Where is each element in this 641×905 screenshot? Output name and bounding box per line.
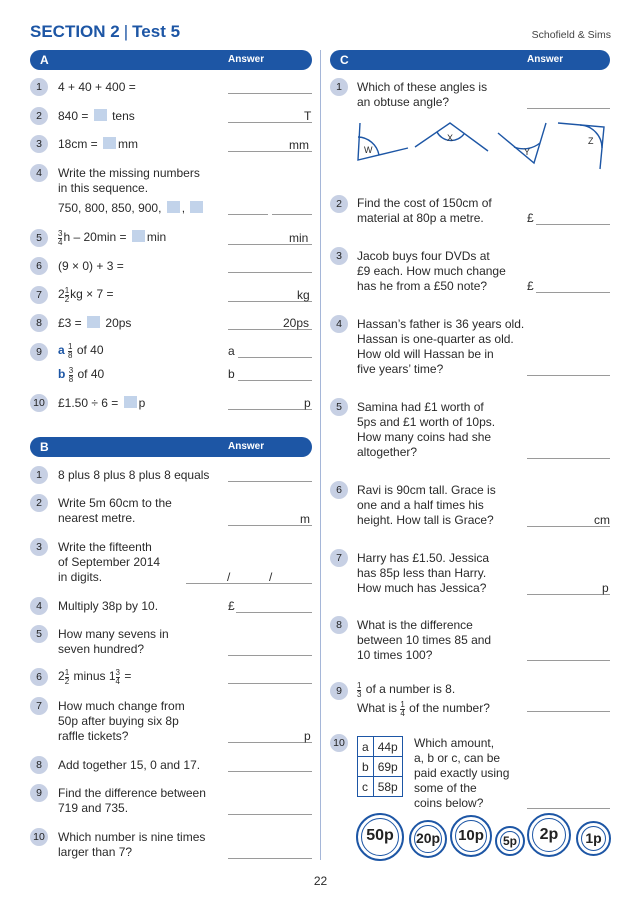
fraction: [400, 701, 404, 718]
answer-line[interactable]: [527, 108, 610, 109]
fraction-numerator: 1: [68, 342, 73, 351]
question-text-part: of a number is 8.: [365, 682, 456, 696]
question-line: material at 80p a metre.: [357, 211, 484, 225]
question-text: [357, 483, 496, 528]
question-post: min: [146, 230, 167, 244]
question-number: 4: [30, 597, 48, 615]
question-line: seven hundred?: [58, 642, 145, 656]
angle-label: X: [447, 133, 454, 143]
answer-unit: p: [602, 581, 609, 595]
answer-unit: cm: [594, 513, 610, 527]
answer-line[interactable]: [228, 122, 312, 123]
question-line: Write the missing numbers: [58, 166, 200, 180]
question-line: Find the cost of 150cm of: [357, 196, 492, 210]
amount-value: 44p: [373, 737, 402, 757]
mixed-whole: 2: [58, 287, 65, 301]
question-number: 10: [330, 734, 348, 752]
fraction: [65, 669, 69, 686]
mixed-whole: 2: [58, 669, 65, 683]
question-line: [357, 701, 490, 718]
question-text: [58, 316, 131, 331]
fraction-numerator: 1: [64, 286, 70, 295]
angle-label: W: [364, 145, 373, 155]
answer-line[interactable]: [228, 742, 312, 743]
question-number: 2: [30, 107, 48, 125]
question-line: £9 each. How much change: [357, 264, 506, 278]
answer-line[interactable]: [228, 683, 312, 684]
coin-1p: [576, 821, 611, 856]
amount-row: [358, 757, 403, 777]
section-c-label: C: [340, 53, 349, 67]
question-text: [414, 736, 509, 811]
question-line: 750, 800, 850, 900, ,: [58, 201, 205, 216]
answer-line[interactable]: [536, 292, 610, 293]
question-line: How old will Hassan be in: [357, 347, 494, 361]
answer-unit: kg: [297, 288, 310, 302]
question-post: mm: [118, 137, 139, 151]
title-separator: |: [123, 22, 129, 41]
question-line: 10 times 100?: [357, 648, 433, 662]
question-number: 6: [30, 668, 48, 686]
question-post: kg × 7 =: [70, 287, 114, 301]
fraction-numerator: 3: [68, 366, 74, 375]
question-line: height. How tall is Grace?: [357, 513, 494, 527]
question-line: [58, 343, 104, 360]
angles-diagram: [350, 115, 612, 170]
question-post: tens: [112, 109, 135, 123]
coin-value: 5p: [502, 834, 517, 848]
question-number: 10: [30, 394, 48, 412]
question-post: p: [138, 396, 146, 410]
coin-20p: [409, 820, 447, 858]
page-number: 22: [313, 874, 328, 888]
coin-value: 50p: [366, 827, 394, 844]
question-post: 20ps: [105, 316, 132, 330]
question-number: 1: [30, 466, 48, 484]
question-line: a, b or c, can be: [414, 751, 501, 765]
question-text: [58, 669, 131, 686]
question-line: How much change from: [58, 699, 185, 713]
fraction: [65, 287, 69, 304]
question-number: 10: [30, 828, 48, 846]
answer-line[interactable]: [527, 808, 610, 809]
question-text: [357, 317, 524, 377]
amount-value: 58p: [373, 777, 402, 797]
answer-line[interactable]: [228, 214, 268, 215]
publisher: Schofield & Sims: [531, 29, 611, 41]
question-text: [58, 830, 205, 860]
question-number: 6: [30, 257, 48, 275]
question-line: Which of these angles is: [357, 80, 488, 94]
answer-line[interactable]: [236, 612, 312, 613]
blank-box: [190, 201, 203, 213]
question-end: =: [124, 669, 132, 683]
question-text: [58, 396, 145, 411]
question-text: [357, 618, 491, 663]
question-line: Samina had £1 worth of: [357, 400, 484, 414]
question-text: [58, 786, 206, 816]
blank-box: [132, 230, 145, 242]
question-line: some of the: [414, 781, 477, 795]
question-number: 1: [330, 78, 348, 96]
test-title: Test 5: [132, 22, 181, 41]
fraction: [357, 682, 361, 699]
coin-value: 2p: [539, 826, 559, 843]
question-line: What is the difference: [357, 618, 473, 632]
amounts-table: [357, 736, 403, 797]
answer-line[interactable]: [228, 771, 312, 772]
fraction-denominator: 4: [115, 677, 120, 686]
blank-box: [124, 396, 137, 408]
question-number: 9: [330, 682, 348, 700]
amount-label: a: [358, 737, 374, 757]
question-line: one and a half times his: [357, 498, 484, 512]
blank-box: [94, 109, 107, 121]
question-number: 9: [30, 784, 48, 802]
answer-line[interactable]: [228, 858, 312, 859]
question-text: Multiply 38p by 10.: [58, 599, 159, 613]
fraction-numerator: 1: [400, 700, 405, 709]
question-line: [58, 367, 104, 384]
question-line: Hassan’s father is 36 years old.: [357, 317, 525, 331]
question-text: [357, 196, 492, 226]
blank-box: [103, 137, 116, 149]
answer-line[interactable]: [536, 224, 610, 225]
question-number: 5: [30, 229, 48, 247]
coin-value: 10p: [458, 827, 484, 844]
fraction-denominator: 3: [357, 690, 362, 699]
answer-line[interactable]: [238, 380, 312, 381]
question-line: five years’ time?: [357, 362, 444, 376]
date-slash: /: [269, 570, 273, 584]
fraction-denominator: 4: [58, 238, 63, 247]
answer-line[interactable]: [228, 272, 312, 273]
coin-50p: [356, 813, 404, 861]
question-text: [58, 496, 172, 526]
question-mid: minus: [73, 669, 106, 683]
answer-line[interactable]: [186, 583, 312, 584]
question-number: 3: [30, 135, 48, 153]
answer-line[interactable]: [527, 458, 610, 459]
section-a-answer-label: Answer: [228, 54, 265, 65]
answer-part-label: a: [228, 344, 235, 358]
fraction-denominator: 2: [64, 295, 70, 304]
fraction-denominator: 8: [68, 375, 74, 384]
question-number: 4: [30, 164, 48, 182]
answer-unit: min: [289, 231, 309, 245]
angle-label: Z: [588, 136, 594, 146]
question-number: 7: [30, 697, 48, 715]
question-number: 5: [30, 625, 48, 643]
question-text: 8 plus 8 plus 8 plus 8 equals: [58, 468, 210, 482]
answer-line[interactable]: [272, 214, 312, 215]
answer-line[interactable]: [228, 655, 312, 656]
answer-line[interactable]: [238, 357, 312, 358]
amount-value: 69p: [373, 757, 402, 777]
question-number: 5: [330, 398, 348, 416]
question-line: How many sevens in: [58, 627, 169, 641]
question-line: 50p after buying six 8p: [58, 714, 179, 728]
part-text: of 40: [77, 367, 105, 381]
coin-value: 20p: [415, 830, 441, 846]
fraction: [116, 669, 120, 686]
question-pre: h – 20min =: [63, 230, 127, 244]
question-number: 6: [330, 481, 348, 499]
answer-line[interactable]: [228, 814, 312, 815]
section-b-label: B: [40, 440, 49, 454]
angle-y-lines: [498, 123, 546, 163]
section-b-answer-label: Answer: [228, 441, 265, 452]
question-text: [58, 166, 205, 216]
question-number: 7: [30, 286, 48, 304]
question-pre: 18cm =: [58, 137, 98, 151]
question-number: 4: [330, 315, 348, 333]
answer-unit: m: [300, 512, 310, 526]
amount-row: [358, 777, 403, 797]
question-line: has he from a £50 note?: [357, 279, 488, 293]
answer-unit: 20ps: [283, 316, 310, 330]
angle-label: Y: [524, 147, 531, 157]
sequence-text: 750, 800, 850, 900,: [58, 201, 162, 215]
question-line: 719 and 735.: [58, 801, 129, 815]
answer-prefix: £: [527, 279, 534, 293]
coin-5p: [495, 826, 525, 856]
answer-unit: T: [304, 109, 312, 123]
question-text: [357, 249, 506, 294]
question-text: [58, 230, 166, 247]
fraction-denominator: 2: [64, 677, 70, 686]
question-line: of September 2014: [58, 555, 161, 569]
question-line: Find the difference between: [58, 786, 206, 800]
answer-line[interactable]: [228, 93, 312, 94]
question-number: 8: [330, 616, 348, 634]
section-a-bar: [30, 50, 312, 70]
question-line: between 10 times 85 and: [357, 633, 492, 647]
date-slash: /: [227, 570, 231, 584]
question-text: [357, 551, 489, 596]
part-text: of 40: [76, 343, 104, 357]
question-text: 4 + 40 + 400 =: [58, 80, 136, 94]
question-line: Ravi is 90cm tall. Grace is: [357, 483, 496, 497]
section-b-bar: [30, 437, 312, 457]
part-label: a: [58, 343, 65, 357]
question-text: [357, 400, 495, 460]
amount-label: c: [358, 777, 374, 797]
answer-prefix: £: [228, 599, 235, 613]
question-line: altogether?: [357, 445, 418, 459]
question-line: Write the fifteenth: [58, 540, 152, 554]
question-text: Add together 15, 0 and 17.: [58, 758, 201, 772]
fraction-numerator: 1: [64, 668, 70, 677]
question-text: (9 × 0) + 3 =: [58, 259, 124, 273]
answer-line[interactable]: [527, 660, 610, 661]
question-line: has 85p less than Harry.: [357, 566, 487, 580]
answer-prefix: £: [527, 211, 534, 225]
question-text: [58, 109, 135, 124]
coin-10p: [450, 815, 492, 857]
question-line: in this sequence.: [58, 181, 149, 195]
question-line: Write 5m 60cm to the: [58, 496, 172, 510]
fraction: [69, 367, 73, 384]
question-line: How many coins had she: [357, 430, 492, 444]
amount-row: [358, 737, 403, 757]
question-text: [58, 137, 138, 152]
question-line: coins below?: [414, 796, 484, 810]
question-number: 3: [30, 538, 48, 556]
blank-box: [167, 201, 180, 213]
question-number: 2: [330, 195, 348, 213]
fraction-numerator: 3: [115, 668, 120, 677]
question-number: 9: [30, 343, 48, 361]
answer-line[interactable]: [228, 481, 312, 482]
question-text: [58, 699, 185, 744]
question-number: 1: [30, 78, 48, 96]
question-line: Harry has £1.50. Jessica: [357, 551, 490, 565]
question-number: 8: [30, 314, 48, 332]
answer-line[interactable]: [527, 375, 610, 376]
question-text: [357, 682, 490, 718]
answer-line[interactable]: [527, 594, 610, 595]
question-number: 8: [30, 756, 48, 774]
angle-z-lines: [558, 123, 604, 169]
question-line: paid exactly using: [414, 766, 510, 780]
question-line: nearest metre.: [58, 511, 136, 525]
fraction: [58, 230, 62, 247]
question-line: raffle tickets?: [58, 729, 129, 743]
question-text: [58, 627, 169, 657]
blank-box: [87, 316, 100, 328]
question-pre: £1.50 ÷ 6 =: [58, 396, 119, 410]
fraction-numerator: 3: [58, 229, 63, 238]
fraction-denominator: 4: [400, 709, 405, 718]
section-c-bar: [330, 50, 610, 70]
question-pre: £3 =: [58, 316, 82, 330]
section-a-label: A: [40, 53, 49, 67]
answer-unit: p: [304, 396, 311, 410]
mixed-whole: 1: [108, 669, 116, 683]
part-label: b: [58, 367, 66, 381]
section-c-answer-label: Answer: [527, 54, 564, 65]
question-line: Which amount,: [414, 736, 495, 750]
question-line: [357, 682, 490, 699]
column-divider: [320, 50, 321, 860]
coin-value: 1p: [585, 830, 602, 846]
question-text: [357, 80, 487, 110]
answer-line[interactable]: [527, 711, 610, 712]
amount-label: b: [358, 757, 374, 777]
section-title: SECTION 2: [30, 22, 120, 41]
question-text: [58, 343, 104, 384]
question-pre: 840 =: [58, 109, 89, 123]
question-text-part: of the number?: [409, 701, 490, 715]
page-title: [30, 22, 180, 42]
question-line: 5ps and £1 worth of 10ps.: [357, 415, 496, 429]
question-line: an obtuse angle?: [357, 95, 450, 109]
answer-line[interactable]: [228, 409, 312, 410]
question-text-part: What is: [357, 701, 398, 715]
question-number: 2: [30, 494, 48, 512]
answer-part-label: b: [228, 367, 235, 381]
question-line: Jacob buys four DVDs at: [357, 249, 490, 263]
question-line: larger than 7?: [58, 845, 133, 859]
question-text: [58, 540, 160, 585]
answer-unit: mm: [289, 138, 309, 152]
fraction: [68, 343, 72, 360]
fraction-numerator: 1: [357, 681, 362, 690]
answer-unit: p: [304, 729, 311, 743]
coin-2p: [527, 813, 571, 857]
question-line: Hassan is one-quarter as old.: [357, 332, 514, 346]
question-line: in digits.: [58, 570, 103, 584]
question-line: How much has Jessica?: [357, 581, 487, 595]
question-line: Which number is nine times: [58, 830, 206, 844]
question-number: 3: [330, 247, 348, 265]
question-number: 7: [330, 549, 348, 567]
fraction-denominator: 8: [68, 351, 73, 360]
question-text: [58, 287, 114, 304]
